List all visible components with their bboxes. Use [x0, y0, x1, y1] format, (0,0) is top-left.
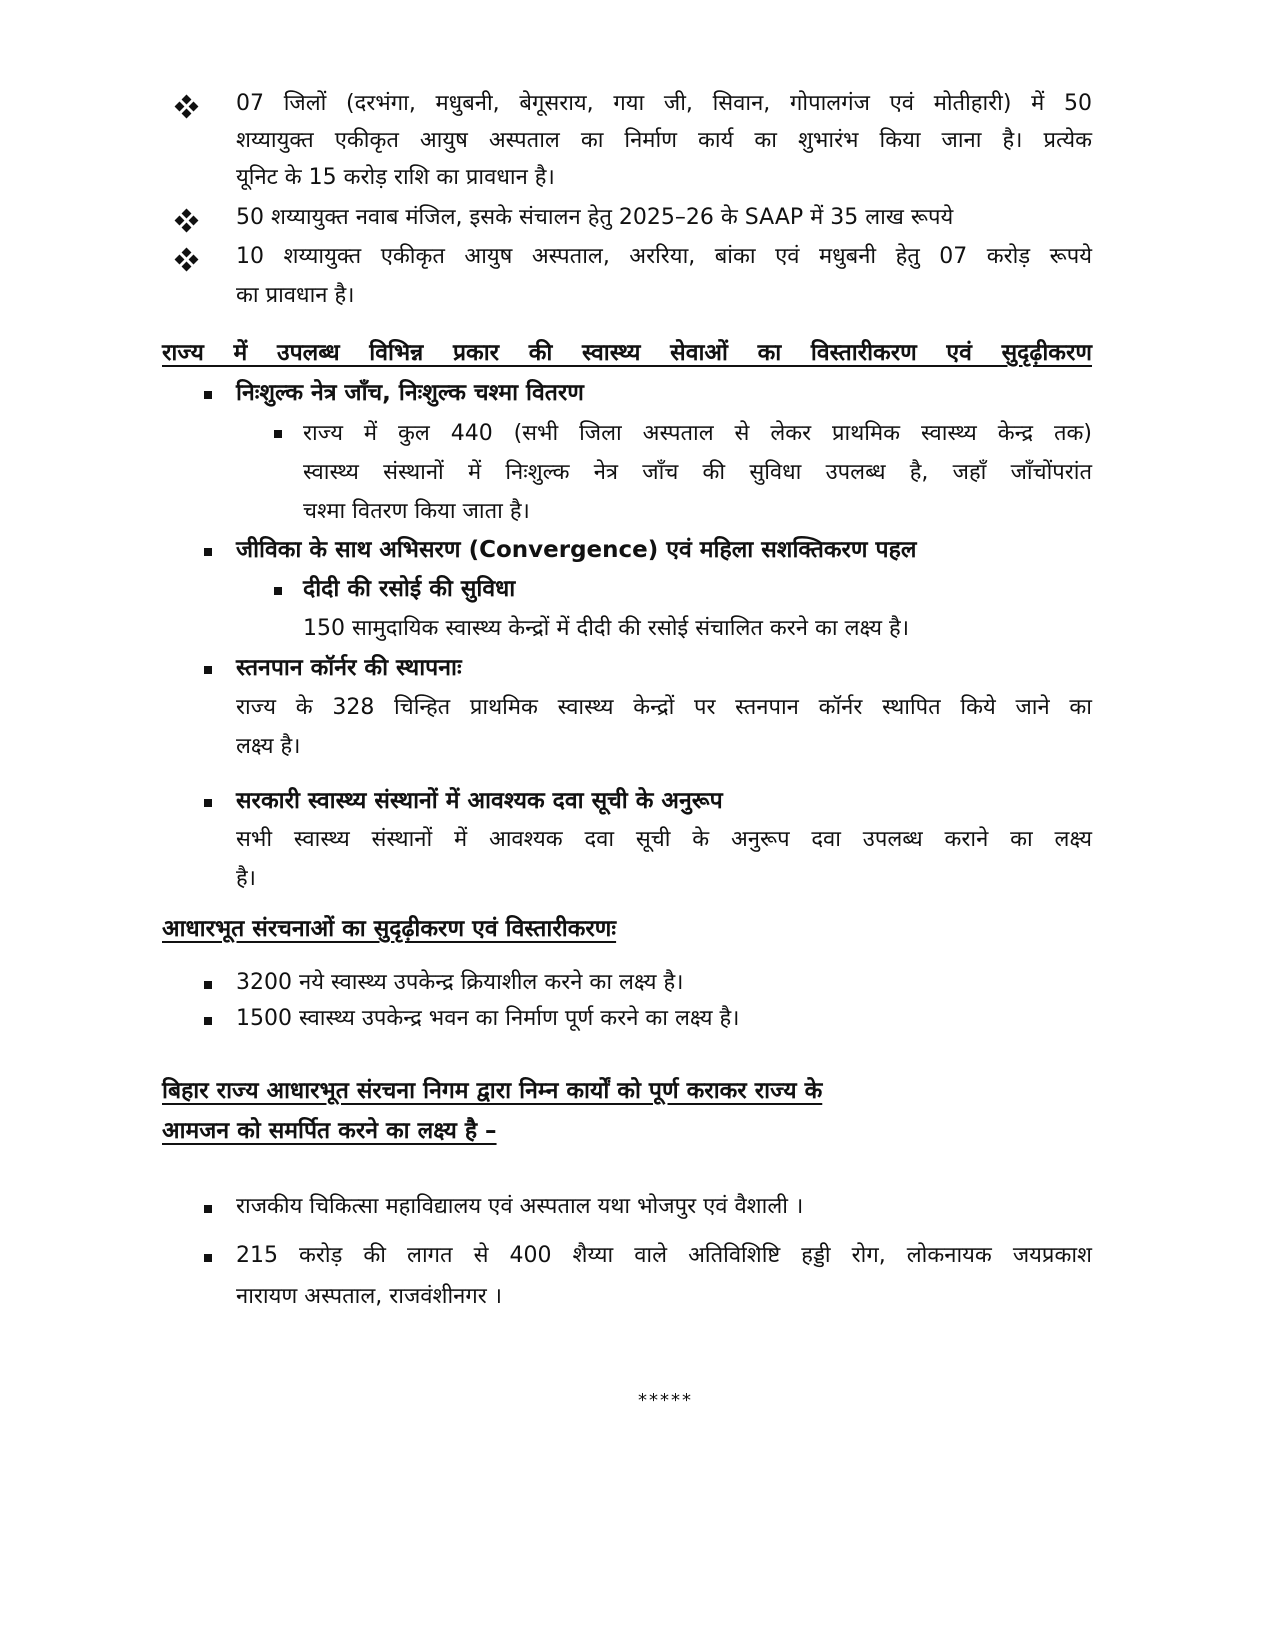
paragraph-line: 10 शय्यायुक्त एकीकृत आयुष अस्पताल, अररिया, बांका एवं मधुबनी हेतु 07 करोड़ रूपये: [236, 244, 1092, 269]
paragraph-line: यूनिट के 15 करोड़ राशि का प्रावधान है।: [236, 165, 555, 190]
square-bullet-icon: [274, 430, 282, 438]
list-item: 1500 स्वास्थ्य उपकेन्द्र भवन का निर्माण पूर्ण करने का लक्ष्य है।: [236, 1006, 740, 1031]
square-bullet-icon: [204, 981, 212, 989]
paragraph-line: राज्य के 328 चिन्हित प्राथमिक स्वास्थ्य केन्द्रों पर स्तनपान कॉर्नर स्थापित किये जाने का: [236, 695, 1092, 720]
list-item: राजकीय चिकित्सा महाविद्यालय एवं अस्पताल यथा भोजपुर एवं वैशाली ।: [236, 1194, 804, 1219]
subheading-eye-checkup: निःशुल्क नेत्र जाँच, निःशुल्क चश्मा वितरण: [236, 380, 584, 406]
list-item: 3200 नये स्वास्थ्य उपकेन्द्र क्रियाशील करने का लक्ष्य है।: [236, 970, 684, 995]
section-heading: आमजन को समर्पित करने का लक्ष्य है –: [162, 1118, 497, 1144]
square-bullet-icon: [204, 391, 212, 399]
paragraph-line: 07 जिलों (दरभंगा, मधुबनी, बेगूसराय, गया जी, सिवान, गोपालगंज एवं मोतीहारी) में 50: [236, 91, 1092, 116]
subheading-breastfeeding-corner: स्तनपान कॉर्नर की स्थापनाः: [236, 655, 462, 681]
diamond-bullet-icon: [176, 210, 198, 232]
square-bullet-icon: [204, 1017, 212, 1025]
paragraph-line: का प्रावधान है।: [236, 283, 355, 308]
paragraph-line: राज्य में कुल 440 (सभी जिला अस्पताल से लेकर प्राथमिक स्वास्थ्य केन्द्र तक): [303, 421, 1092, 446]
paragraph-line: शय्यायुक्त एकीकृत आयुष अस्पताल का निर्माण कार्य का शुभारंभ किया जाना है। प्रत्येक: [236, 128, 1092, 153]
section-heading: आधारभूत संरचनाओं का सुदृढ़ीकरण एवं विस्तारीकरणः: [162, 916, 617, 942]
paragraph-line: 150 सामुदायिक स्वास्थ्य केन्द्रों में दीदी की रसोई संचालित करने का लक्ष्य है।: [303, 616, 910, 641]
paragraph-line: चश्मा वितरण किया जाता है।: [303, 499, 530, 524]
subheading-jeevika: जीविका के साथ अभिसरण (Convergence) एवं महिला सशक्तिकरण पहल: [236, 537, 917, 563]
paragraph-line: है।: [236, 866, 257, 891]
square-bullet-icon: [204, 799, 212, 807]
diamond-bullet-icon: [176, 249, 198, 271]
section-heading: बिहार राज्य आधारभूत संरचना निगम द्वारा निम्न कार्यों को पूर्ण कराकर राज्य के: [162, 1078, 823, 1104]
diamond-bullet-icon: [176, 96, 198, 118]
subheading-didi-rasoi: दीदी की रसोई की सुविधा: [303, 576, 516, 602]
paragraph-line: 50 शय्यायुक्त नवाब मंजिल, इसके संचालन हेतु 2025–26 के SAAP में 35 लाख रूपये: [236, 205, 954, 230]
square-bullet-icon: [204, 1205, 212, 1213]
subheading-essential-medicine: सरकारी स्वास्थ्य संस्थानों में आवश्यक दवा सूची के अनुरूप: [236, 788, 723, 814]
section-heading: राज्य में उपलब्ध विभिन्न प्रकार की स्वास्थ्य सेवाओं का विस्तारीकरण एवं सुदृढ़ीकरण: [162, 340, 1092, 366]
square-bullet-icon: [204, 1254, 212, 1262]
square-bullet-icon: [274, 587, 282, 595]
square-bullet-icon: [204, 666, 212, 674]
end-marker: *****: [638, 1390, 693, 1411]
paragraph-line: सभी स्वास्थ्य संस्थानों में आवश्यक दवा सूची के अनुरूप दवा उपलब्ध कराने का लक्ष्य: [236, 827, 1093, 852]
list-item: नारायण अस्पताल, राजवंशीनगर ।: [236, 1284, 503, 1309]
paragraph-line: लक्ष्य है।: [236, 734, 301, 759]
list-item: 215 करोड़ की लागत से 400 शैय्या वाले अतिविशिष्टि हड्डी रोग, लोकनायक जयप्रकाश: [236, 1243, 1092, 1268]
paragraph-line: स्वास्थ्य संस्थानों में निःशुल्क नेत्र जाँच की सुविधा उपलब्ध है, जहाँ जाँचोंपरांत: [303, 460, 1092, 485]
square-bullet-icon: [204, 548, 212, 556]
